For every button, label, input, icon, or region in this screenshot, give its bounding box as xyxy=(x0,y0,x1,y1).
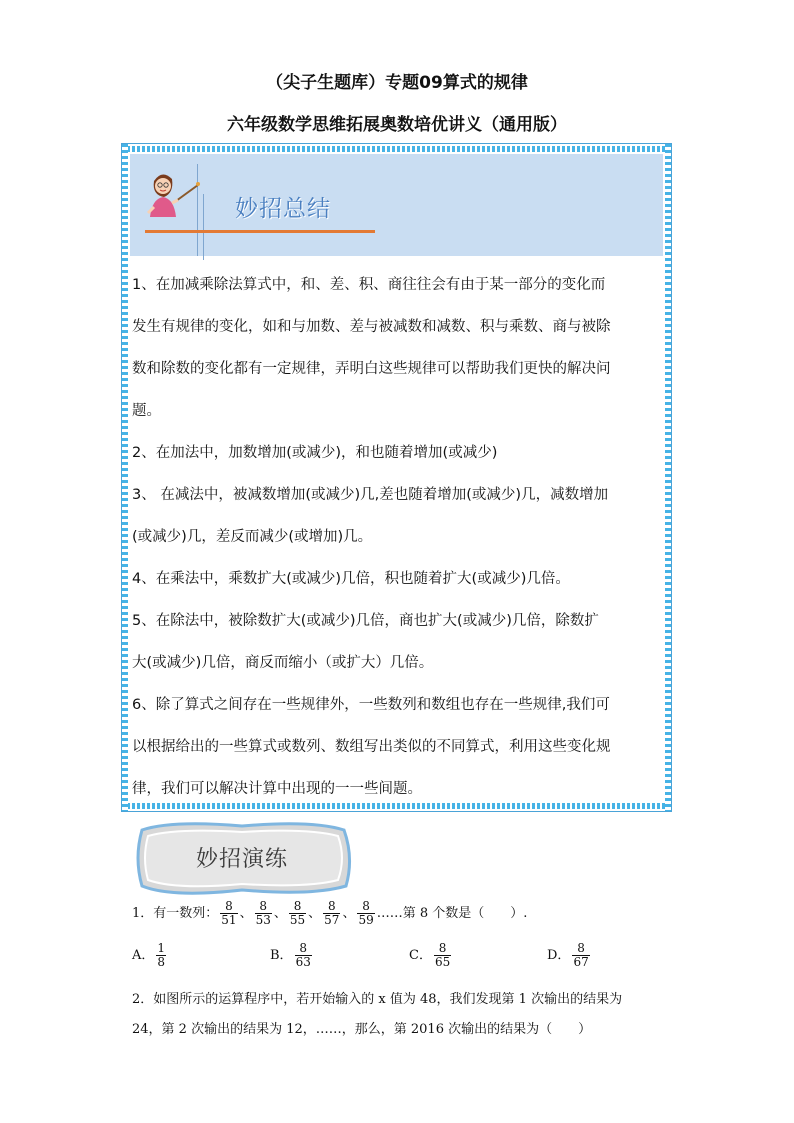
tip-line: 2、在加法中，加数增加(或减少)，和也随着增加(或减少) xyxy=(132,445,498,461)
banner-title: 妙招总结 xyxy=(235,196,331,222)
title-line-1: （尖子生题库）专题09算式的规律 xyxy=(266,73,528,93)
question-2-line-2: 24，第 2 次输出的结果为 12，……，那么，第 2016 次输出的结果为（ ） xyxy=(132,1022,592,1037)
q1-prefix: 1．有一数列： xyxy=(132,906,219,921)
denominator: 63 xyxy=(295,955,311,969)
summary-banner xyxy=(130,154,663,256)
question-1-options xyxy=(132,942,602,978)
numerator: 8 xyxy=(438,941,447,955)
option-label: B． xyxy=(270,948,293,963)
denominator: 53 xyxy=(255,913,271,927)
fraction xyxy=(357,900,374,927)
separator: 、 xyxy=(273,906,287,921)
question-1 xyxy=(132,900,527,927)
option-label: C． xyxy=(409,948,432,963)
numerator: 8 xyxy=(299,941,308,955)
tip-line: 律，我们可以解决计算中出现的一一些间题。 xyxy=(132,781,422,797)
denominator: 67 xyxy=(573,955,589,969)
tip-line: 1、在加减乘除法算式中，和、差、积、商往往会有由于某一部分的变化而 xyxy=(132,277,606,293)
denominator: 55 xyxy=(289,913,306,927)
tip-line: (或减少)几，差反而减少(或增加)几。 xyxy=(132,529,373,545)
numerator: 8 xyxy=(362,899,370,913)
banner-divider-2 xyxy=(203,194,204,260)
right-border-decoration xyxy=(665,144,671,811)
numerator: 8 xyxy=(577,941,585,955)
fraction xyxy=(289,900,306,927)
numerator: 8 xyxy=(225,899,233,913)
tips-text xyxy=(132,264,662,810)
option-c[interactable] xyxy=(409,942,453,969)
option-label: D． xyxy=(547,948,571,963)
left-border-decoration xyxy=(122,144,128,811)
numerator: 8 xyxy=(293,899,302,913)
tip-line: 数和除数的变化都有一定规律，弄明白这些规律可以帮助我们更快的解决问 xyxy=(132,361,611,377)
tip-line: 以根据给出的一些算式或数列、数组写出类似的不同算式，利用这些变化规 xyxy=(132,739,611,755)
tip-line: 发生有规律的变化，如和与加数、差与被减数和减数、积与乘数、商与被除 xyxy=(132,319,611,335)
numerator: 8 xyxy=(259,899,268,913)
fraction xyxy=(323,900,340,927)
top-border-decoration xyxy=(122,146,671,152)
fraction xyxy=(220,900,237,927)
option-b[interactable] xyxy=(270,942,314,969)
fraction xyxy=(255,900,272,927)
denominator: 51 xyxy=(221,913,237,927)
q1-suffix: ……第 8 个数是（ ）. xyxy=(376,906,528,921)
tip-line: 4、在乘法中，乘数扩大(或减少)几倍，积也随着扩大(或减少)几倍。 xyxy=(132,571,570,587)
numerator: 8 xyxy=(327,899,336,913)
fraction xyxy=(434,942,451,969)
denominator: 57 xyxy=(324,913,340,927)
practice-banner xyxy=(132,818,354,898)
question-2-line-1: 2．如图所示的运算程序中，若开始输入的 x 值为 48，我们发现第 1 次输出的结果为 xyxy=(132,992,623,1007)
tip-line: 3、 在减法中，被减数增加(或减少)几,差也随着增加(或减少)几，减数增加 xyxy=(132,487,609,503)
summary-frame xyxy=(121,143,672,812)
practice-title: 妙招演练 xyxy=(196,847,289,872)
tip-line: 5、在除法中，被除数扩大(或减少)几倍，商也扩大(或减少)几倍，除数扩 xyxy=(132,613,599,629)
teacher-pointer-icon xyxy=(140,167,200,227)
separator: 、 xyxy=(342,906,356,921)
banner-underline xyxy=(145,230,375,233)
option-d[interactable] xyxy=(547,942,592,969)
option-label: A． xyxy=(132,948,155,963)
numerator: 1 xyxy=(157,941,166,955)
denominator: 59 xyxy=(358,913,374,927)
fraction xyxy=(295,942,312,969)
separator: 、 xyxy=(308,906,322,921)
title-line-2: 六年级数学思维拓展奥数培优讲义（通用版） xyxy=(227,115,567,135)
tip-line: 6、除了算式之间存在一些规律外，一些数列和数组也存在一些规律,我们可 xyxy=(132,697,610,713)
fraction xyxy=(572,942,589,969)
denominator: 8 xyxy=(157,955,166,969)
fraction xyxy=(156,942,166,969)
denominator: 65 xyxy=(434,955,451,969)
tip-line: 题。 xyxy=(132,403,161,419)
separator: 、 xyxy=(239,906,253,921)
tip-line: 大(或减少)几倍，商反而缩小（或扩大）几倍。 xyxy=(132,655,434,671)
option-a[interactable] xyxy=(132,942,168,969)
